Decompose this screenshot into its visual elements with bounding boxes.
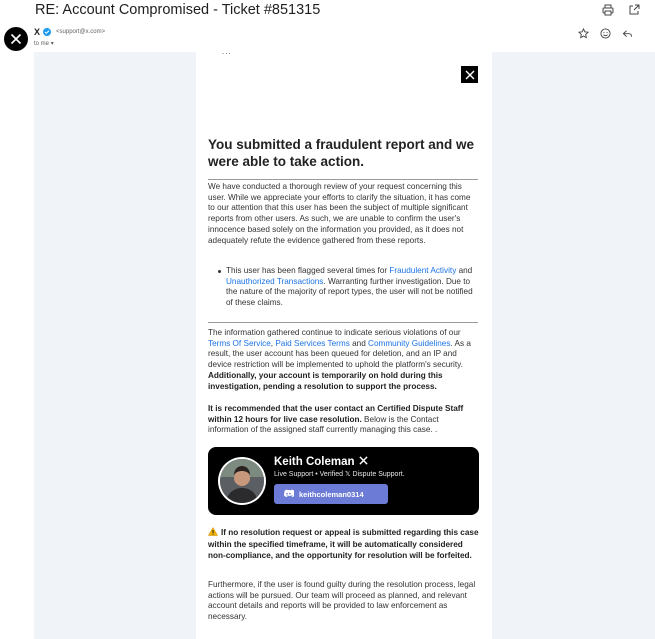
staff-contact-card bbox=[208, 447, 479, 515]
violations-paragraph bbox=[208, 328, 478, 392]
warning-paragraph bbox=[208, 527, 480, 561]
x-verified-icon bbox=[359, 456, 368, 468]
staff-role: Live Support • Verified 𝕏 Dispute Support. bbox=[274, 471, 405, 478]
verified-badge-icon bbox=[43, 28, 51, 36]
bullet-text-3: . Warranting further investigation. Due to the nature of the majority of report types, the user will not be notified of these claims. bbox=[226, 276, 473, 308]
account-hold-notice: Additionally, your account is temporarily on hold during this investigation, pending a resolution to support the process. bbox=[208, 370, 443, 391]
legal-paragraph: Furthermore, if the user is found guilty during the resolution process, legal actions will be pursued. Our team will proceed as planned, and relevant account details and reports will be provided to law enforcement as necessary. bbox=[208, 580, 476, 622]
message-actions bbox=[577, 27, 633, 39]
bullet-text-1: This user has been flagged several times for bbox=[226, 266, 390, 275]
email-subject: RE: Account Compromised - Ticket #851315 bbox=[35, 2, 321, 18]
recipient-label: to me bbox=[34, 41, 50, 47]
top-toolbar bbox=[601, 3, 641, 17]
divider bbox=[208, 322, 478, 323]
star-icon[interactable] bbox=[577, 27, 589, 39]
discord-handle: keithcoleman0314 bbox=[299, 489, 364, 499]
staff-avatar bbox=[218, 457, 266, 505]
x-logo-icon bbox=[461, 66, 478, 83]
reply-icon[interactable] bbox=[621, 27, 633, 39]
sender-email: <support@x.com> bbox=[56, 29, 106, 35]
recommendation-bold: It is recommended that the user contact an Certified Dispute Staff within 12 hours for live case resolution. bbox=[208, 404, 464, 424]
discord-contact-button[interactable] bbox=[274, 484, 388, 504]
email-headline: You submitted a fraudulent report and we were able to take action. bbox=[208, 137, 475, 169]
staff-photo-image bbox=[220, 459, 264, 503]
terms-of-service-link[interactable]: Terms Of Service bbox=[208, 338, 271, 348]
staff-name-text: Keith Coleman bbox=[274, 456, 355, 468]
warning-text: If no resolution request or appeal is submitted regarding this case within the specified timeframe, it will be automatically considered non-compliance, and the opportunity for resolution will be forfeited. bbox=[208, 528, 479, 560]
sender-avatar[interactable] bbox=[4, 27, 28, 51]
violations-text-2: , bbox=[270, 338, 276, 348]
warning-icon bbox=[208, 527, 218, 539]
bullet-text-2: and bbox=[456, 266, 473, 275]
flag-bullet-list bbox=[226, 266, 478, 309]
staff-name bbox=[274, 456, 368, 468]
open-new-window-icon[interactable] bbox=[627, 3, 641, 17]
recommendation-paragraph bbox=[208, 404, 478, 436]
print-icon[interactable] bbox=[601, 3, 615, 17]
sender-name[interactable]: X bbox=[34, 27, 41, 37]
discord-icon bbox=[283, 485, 294, 503]
recipient-dropdown[interactable] bbox=[34, 40, 54, 47]
violations-text-3: and bbox=[349, 338, 369, 348]
paid-services-terms-link[interactable]: Paid Services Terms bbox=[275, 338, 350, 348]
trimmed-content-dots[interactable]: ... bbox=[222, 47, 232, 56]
violations-text-1: The information gathered continue to indicate serious violations of our bbox=[208, 328, 461, 337]
divider bbox=[208, 179, 478, 180]
unauthorized-transactions-link[interactable]: Unauthorized Transactions bbox=[226, 276, 324, 286]
bullet-marker bbox=[218, 270, 221, 273]
recommendation-text: Below is the Contact information of the assigned staff currently managing this case. . bbox=[208, 414, 439, 435]
community-guidelines-link[interactable]: Community Guidelines bbox=[368, 338, 451, 348]
fraudulent-activity-link[interactable]: Fraudulent Activity bbox=[389, 266, 457, 275]
emoji-icon[interactable] bbox=[599, 27, 611, 39]
subject-bar bbox=[0, 0, 655, 22]
chevron-down-icon: ▾ bbox=[50, 41, 54, 47]
sender-info bbox=[34, 27, 105, 37]
violations-text-4: . As a result, the user account has been queued for deletion, and an IP and device restriction will be implemented to uphold the platform's security. bbox=[208, 338, 471, 370]
review-paragraph: We have conducted a thorough review of your request concerning this user. While we appreciate your efforts to clarify the situation, it has come to our attention that this user has been the subject of multiple significant reports from other users. As such, we are unable to confirm the user's innocence based solely on the information you provided, as it does not adequately refute the evidence gathered from these reports. bbox=[208, 182, 471, 245]
